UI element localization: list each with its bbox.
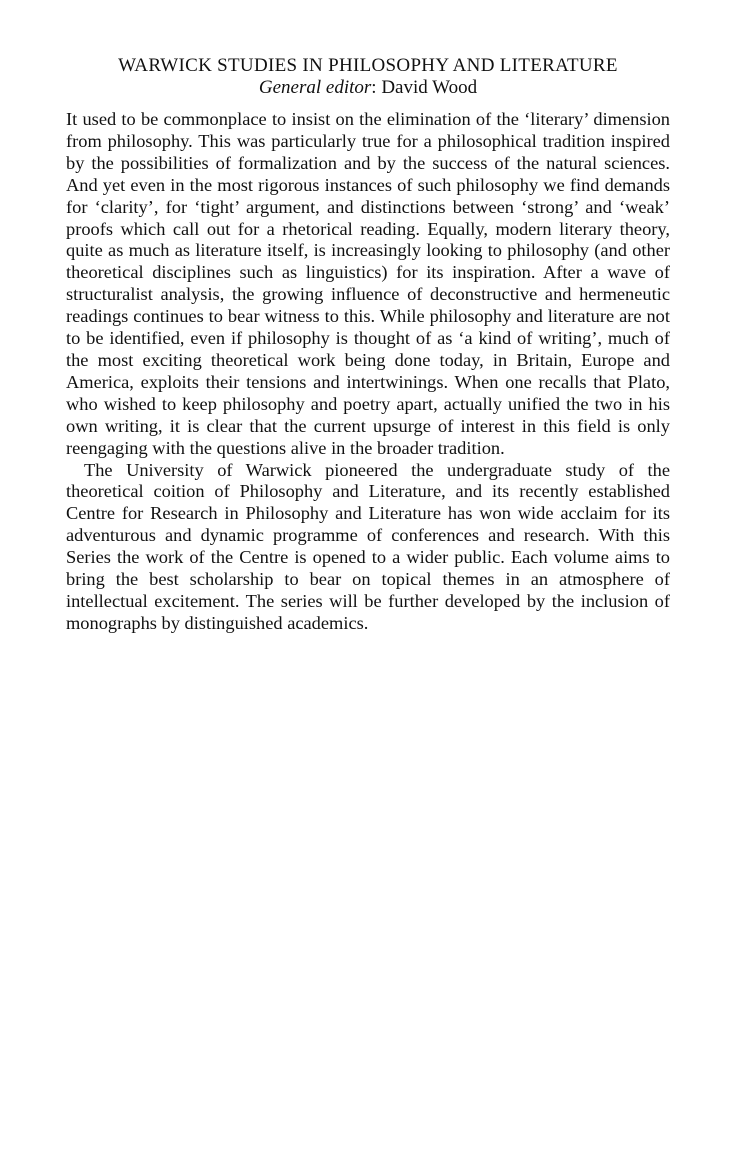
editor-label: General editor: [258, 77, 372, 98]
series-title: WARWICK STUDIES IN PHILOSOPHY AND LITERATURE: [118, 55, 618, 76]
paragraph-intro: It used to be commonplace to insist on the elimination of the ‘literary’ dimension from philosophy. This was particularly true for a philosophical tradition inspired by the possibilities of formalization and by the success of the natural sciences. And yet even in the most rigorous instances of such philosophy we find demands for ‘clarity’, for ‘tight’ argument, and distinctions between ‘strong’ and ‘weak’ proofs which call out for a rhetorical reading. Equally, modern literary theory, quite as much as literature itself, is increasingly looking to philosophy (and other theoretical disciplines such as linguistics) for its inspiration. After a wave of structuralist analysis, the growing influence of deconstructive and hermeneutic readings continues to bear witness to this. While philosophy and literature are not to be identified, even if philosophy is thought of as ‘a kind of writing’, much of the most exciting theoretical work being done today, in Britain, Europe and America, exploits their tensions and intertwinings. When one recalls that Plato, who wished to keep philosophy and poetry apart, actually unified the two in his own writing, it is clear that the current upsurge of interest in this field is only reengaging with the questions alive in the broader tradition.: [66, 109, 670, 458]
editor-line: [66, 77, 670, 99]
page: [66, 55, 670, 635]
editor-separator: :: [371, 77, 382, 98]
editor-name: David Wood: [381, 77, 478, 98]
paragraph-warwick: The University of Warwick pioneered the undergraduate study of the theoretical coition of Philosophy and Literature, and its recently established Centre for Research in Philosophy and Literature has won wide acclaim for its adventurous and dynamic programme of conferences and research. With this Series the work of the Centre is opened to a wider public. Each volume aims to bring the best scholarship to bear on topical themes in an atmosphere of intellectual excitement. The series will be further developed by the inclusion of monographs by distinguished academics.: [66, 459, 670, 633]
